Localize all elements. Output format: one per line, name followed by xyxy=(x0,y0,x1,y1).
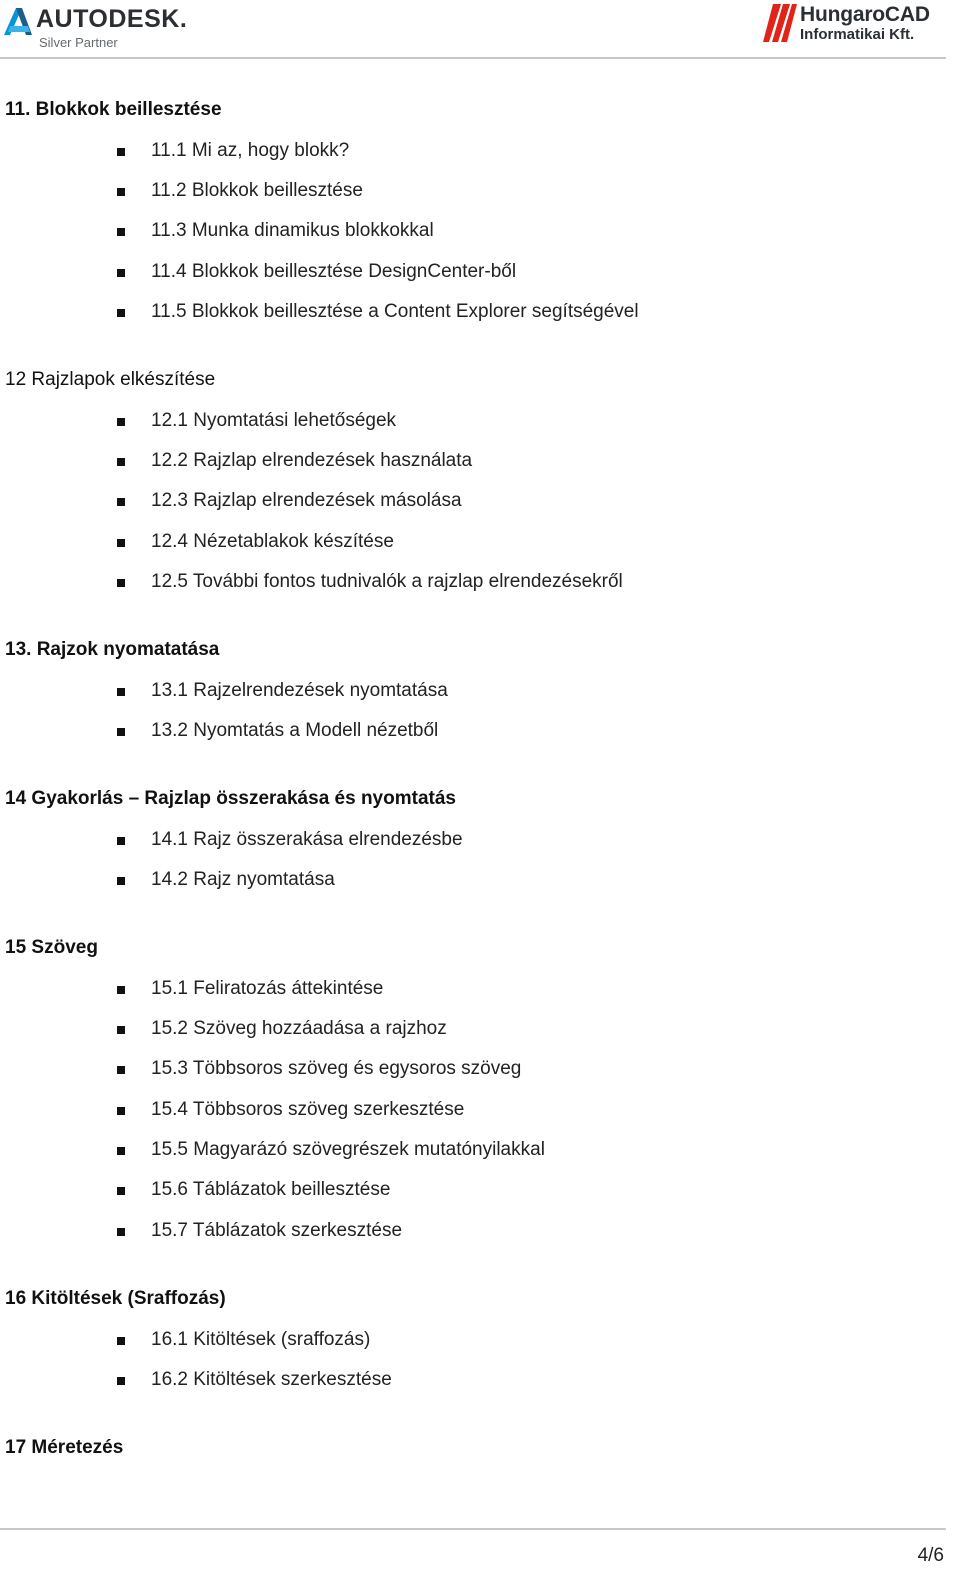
list-item: 15.6 Táblázatok beillesztése xyxy=(0,1179,960,1203)
autodesk-a-icon xyxy=(2,6,34,36)
list-item: 11.5 Blokkok beillesztése a Content Explorer segítségével xyxy=(0,301,960,325)
bullet-icon xyxy=(117,309,125,317)
hungarocad-wordmark: HungaroCAD xyxy=(800,3,930,26)
bullet-icon xyxy=(117,539,125,547)
bullet-icon xyxy=(117,188,125,196)
list-item: 11.4 Blokkok beillesztése DesignCenter-ből xyxy=(0,261,960,285)
bullet-icon xyxy=(117,418,125,426)
list-item: 13.1 Rajzelrendezések nyomtatása xyxy=(0,680,960,704)
section-heading: 15 Szöveg xyxy=(5,937,98,958)
bullet-icon xyxy=(117,1337,125,1345)
hungarocad-tagline: Informatikai Kft. xyxy=(800,26,915,43)
section-heading: 13. Rajzok nyomatatása xyxy=(5,639,220,660)
list-item: 12.2 Rajzlap elrendezések használata xyxy=(0,450,960,474)
list-item: 16.1 Kitöltések (sraffozás) xyxy=(0,1329,960,1353)
header-divider xyxy=(0,57,946,59)
hungarocad-logo xyxy=(763,2,955,48)
list-item: 13.2 Nyomtatás a Modell nézetből xyxy=(0,720,960,744)
list-item: 15.3 Többsoros szöveg és egysoros szöveg xyxy=(0,1058,960,1082)
bullet-icon xyxy=(117,837,125,845)
list-item: 12.4 Nézetablakok készítése xyxy=(0,531,960,555)
list-item: 12.1 Nyomtatási lehetőségek xyxy=(0,410,960,434)
footer-divider xyxy=(0,1528,946,1530)
section-heading: 17 Méretezés xyxy=(5,1437,124,1458)
page-number: 4/6 xyxy=(917,1545,944,1566)
bullet-icon xyxy=(117,1066,125,1074)
page-header xyxy=(0,0,960,58)
section-heading: 12 Rajzlapok elkészítése xyxy=(5,369,216,390)
bullet-icon xyxy=(117,1026,125,1034)
section-heading: 11. Blokkok beillesztése xyxy=(5,99,222,120)
bullet-icon xyxy=(117,728,125,736)
list-item: 14.2 Rajz nyomtatása xyxy=(0,869,960,893)
list-item: 15.5 Magyarázó szövegrészek mutatónyilakkal xyxy=(0,1139,960,1163)
bullet-icon xyxy=(117,269,125,277)
list-item: 12.3 Rajzlap elrendezések másolása xyxy=(0,490,960,514)
list-item: 15.2 Szöveg hozzáadása a rajzhoz xyxy=(0,1018,960,1042)
bullet-icon xyxy=(117,1107,125,1115)
list-item: 16.2 Kitöltések szerkesztése xyxy=(0,1369,960,1393)
bullet-icon xyxy=(117,1228,125,1236)
bullet-icon xyxy=(117,498,125,506)
list-item: 15.1 Feliratozás áttekintése xyxy=(0,978,960,1002)
section-heading: 14 Gyakorlás – Rajzlap összerakása és nyomtatás xyxy=(5,788,456,809)
autodesk-tagline: Silver Partner xyxy=(39,35,118,50)
list-item: 14.1 Rajz összerakása elrendezésbe xyxy=(0,829,960,853)
list-item: 15.7 Táblázatok szerkesztése xyxy=(0,1220,960,1244)
list-item: 11.1 Mi az, hogy blokk? xyxy=(0,140,960,164)
list-item: 15.4 Többsoros szöveg szerkesztése xyxy=(0,1099,960,1123)
bullet-icon xyxy=(117,579,125,587)
bullet-icon xyxy=(117,148,125,156)
bullet-icon xyxy=(117,986,125,994)
autodesk-logo xyxy=(2,4,192,52)
bullet-icon xyxy=(117,458,125,466)
bullet-icon xyxy=(117,228,125,236)
list-item: 12.5 További fontos tudnivalók a rajzlap elrendezésekről xyxy=(0,571,960,595)
section-heading: 16 Kitöltések (Sraffozás) xyxy=(5,1288,226,1309)
autodesk-wordmark: AUTODESK. xyxy=(36,5,188,33)
bullet-icon xyxy=(117,877,125,885)
list-item: 11.2 Blokkok beillesztése xyxy=(0,180,960,204)
bullet-icon xyxy=(117,1377,125,1385)
bullet-icon xyxy=(117,688,125,696)
list-item: 11.3 Munka dinamikus blokkokkal xyxy=(0,220,960,244)
bullet-icon xyxy=(117,1187,125,1195)
hungarocad-stripes-icon xyxy=(763,4,797,42)
bullet-icon xyxy=(117,1147,125,1155)
